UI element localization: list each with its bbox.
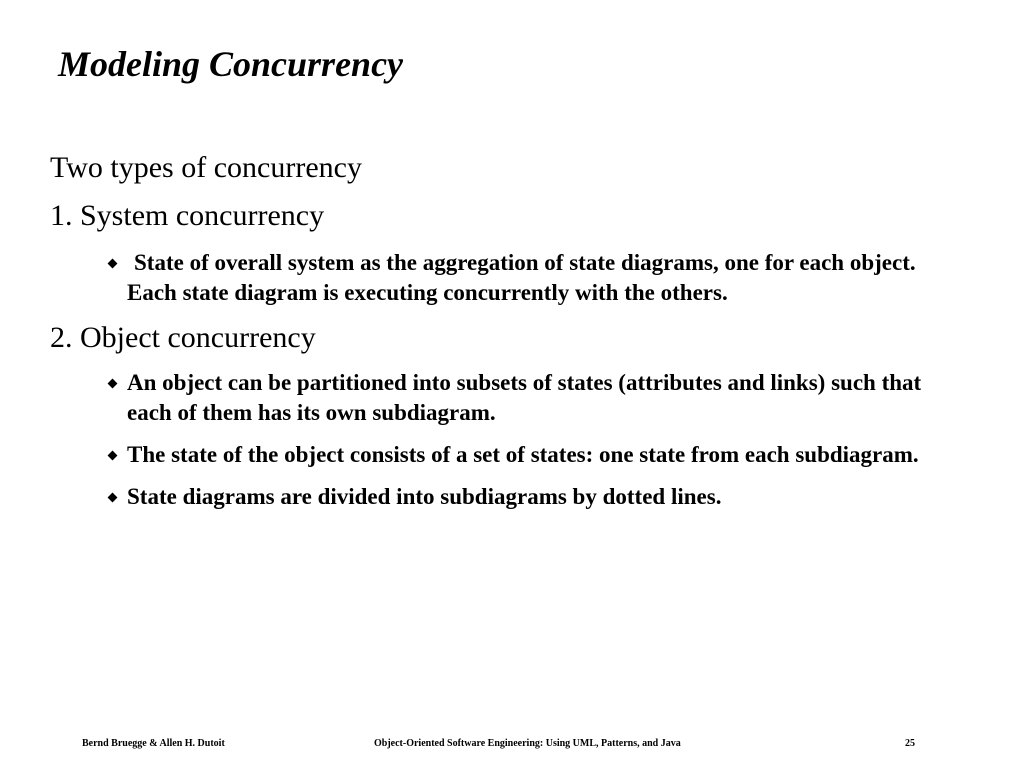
footer-book-title: Object-Oriented Software Engineering: Using UML, Patterns, and Java — [374, 738, 681, 749]
section-heading-object-concurrency: 2. Object concurrency — [50, 321, 316, 354]
diamond-bullet-icon — [105, 448, 119, 462]
bullet-item — [50, 440, 970, 470]
bullet-item — [50, 248, 970, 308]
intro-heading: Two types of concurrency — [50, 151, 362, 184]
bullet-item — [50, 368, 970, 428]
system-concurrency-bullet-list — [50, 248, 970, 308]
bullet-text: An object can be partitioned into subsets of states (attributes and links) such that each of them has its own subdiagram. — [127, 370, 922, 425]
diamond-bullet-icon — [105, 376, 119, 390]
bullet-text: State diagrams are divided into subdiagrams by dotted lines. — [127, 484, 722, 509]
footer-authors: Bernd Bruegge & Allen H. Dutoit — [82, 738, 225, 749]
bullet-text: State of overall system as the aggregation of state diagrams, one for each object. Each state diagram is executing concurrently with the others. — [127, 250, 916, 305]
diamond-bullet-icon — [105, 490, 119, 504]
diamond-bullet-icon — [105, 256, 119, 270]
slide-content — [50, 150, 970, 524]
footer-page-number: 25 — [905, 738, 915, 749]
slide-title: Modeling Concurrency — [58, 44, 404, 84]
bullet-text: The state of the object consists of a set of states: one state from each subdiagram. — [127, 442, 919, 467]
section-heading-system-concurrency: 1. System concurrency — [50, 199, 325, 232]
bullet-item — [50, 482, 970, 512]
object-concurrency-bullet-list — [50, 368, 970, 512]
